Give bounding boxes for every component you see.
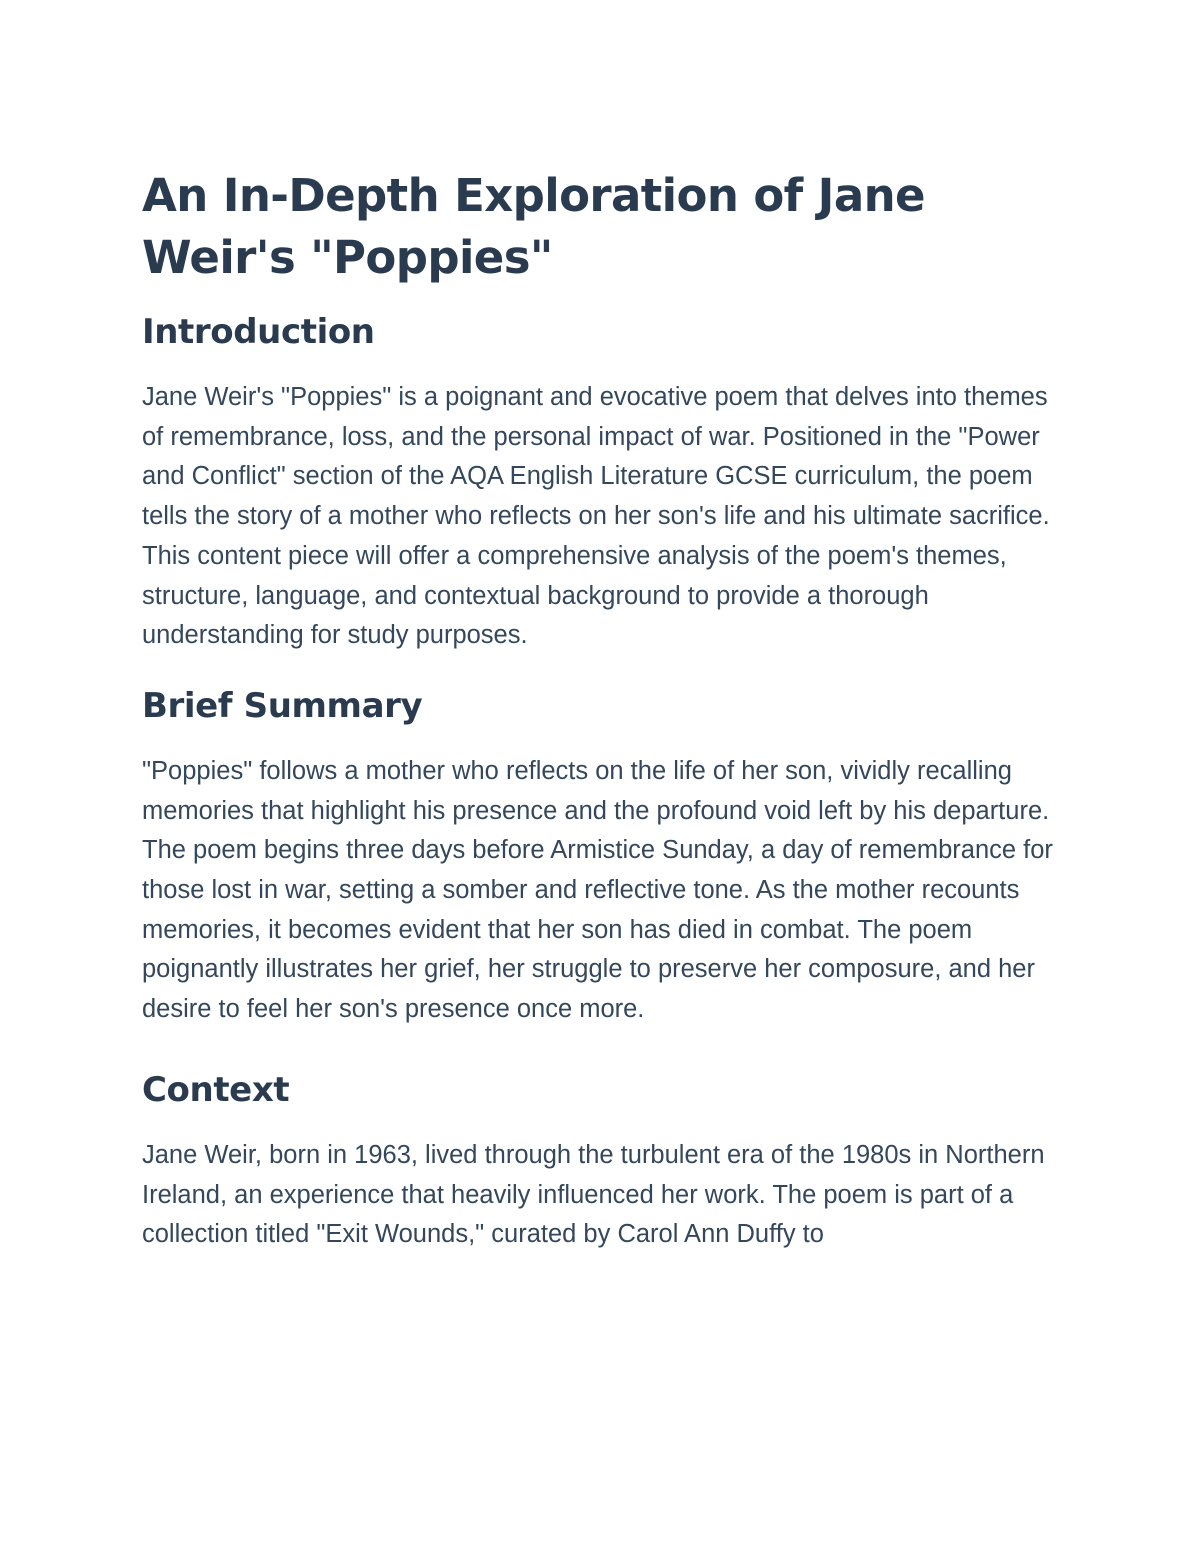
section-brief-summary — [142, 684, 1072, 1030]
section-heading-context: Context — [142, 1069, 290, 1110]
document-page — [142, 165, 1072, 1255]
section-body-context: Jane Weir, born in 1963, lived through the turbulent era of the 1980s in Northern Ireland, an experience that heavily influenced her work. The poem is part of a collection titled "Exit Wounds," curated by Carol Ann Duffy to — [142, 1140, 1045, 1249]
section-heading-brief-summary: Brief Summary — [142, 685, 423, 726]
section-introduction — [142, 310, 1072, 656]
section-body-brief-summary: "Poppies" follows a mother who reflects on the life of her son, vividly recalling memories that highlight his presence and the profound void left by his departure. The poem begins three days before Armistice Sunday, a day of remembrance for those lost in war, setting a somber and reflective tone. As the mother recounts memories, it becomes evident that her son has died in combat. The poem poignantly illustrates her grief, her struggle to preserve her composure, and her desire to feel her son's presence once more. — [142, 756, 1053, 1024]
section-context — [142, 1068, 1072, 1255]
section-body-introduction: Jane Weir's "Poppies" is a poignant and evocative poem that delves into themes of remembrance, loss, and the personal impact of war. Positioned in the "Power and Conflict" section of the AQA English Literature GCSE curriculum, the poem tells the story of a mother who reflects on her son's life and his ultimate sacrifice. This content piece will offer a comprehensive analysis of the poem's themes, structure, language, and contextual background to provide a thorough understanding for study purposes. — [142, 383, 1050, 650]
section-heading-introduction: Introduction — [142, 312, 375, 352]
document-title: An In-Depth Exploration of Jane Weir's "Poppies" — [142, 169, 925, 284]
